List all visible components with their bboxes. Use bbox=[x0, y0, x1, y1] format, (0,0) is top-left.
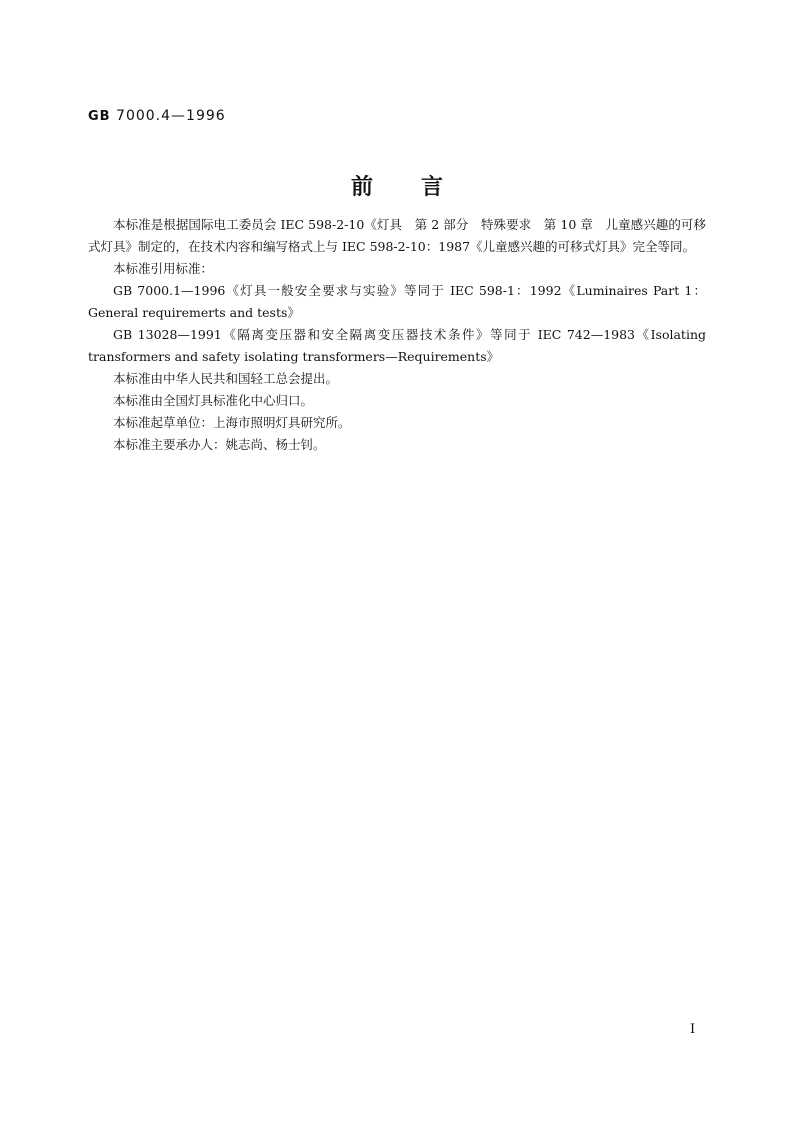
page-title: 前言 bbox=[350, 175, 491, 200]
paragraph-reference-1: GB 7000.1—1996《灯具一般安全要求与实验》等同于 IEC 598-1：1992《Luminaires Part 1：General requiremerts and tests》 bbox=[88, 283, 706, 320]
document-header bbox=[88, 108, 226, 124]
page-number: I bbox=[690, 1022, 696, 1037]
paragraph-intro: 本标准是根据国际电工委员会 IEC 598-2-10《灯具 第 2 部分 特殊要求 第 10 章 儿童感兴趣的可移式灯具》制定的，在技术内容和编写格式上与 IEC 598-2-10：1987《儿童感兴趣的可移式灯具》完全等同。 bbox=[88, 217, 706, 254]
paragraph-drafting-unit: 本标准起草单位：上海市照明灯具研究所。 bbox=[113, 415, 351, 430]
standard-code: 7000.4—1996 bbox=[116, 108, 226, 124]
paragraph-proposed-by: 本标准由中华人民共和国轻工总会提出。 bbox=[113, 371, 339, 386]
paragraph-administered-by: 本标准由全国灯具标准化中心归口。 bbox=[113, 393, 314, 408]
paragraph-reference-2: GB 13028—1991《隔离变压器和安全隔离变压器技术条件》等同于 IEC 742—1983《Isolating transformers and safety isolating transformers—Requirements》 bbox=[88, 327, 706, 364]
foreword-body bbox=[88, 214, 706, 456]
paragraph-referenced-standards: 本标准引用标准： bbox=[113, 261, 214, 276]
standard-prefix: GB bbox=[88, 109, 111, 124]
paragraph-drafters: 本标准主要承办人：姚志尚、杨士钊。 bbox=[113, 437, 326, 452]
